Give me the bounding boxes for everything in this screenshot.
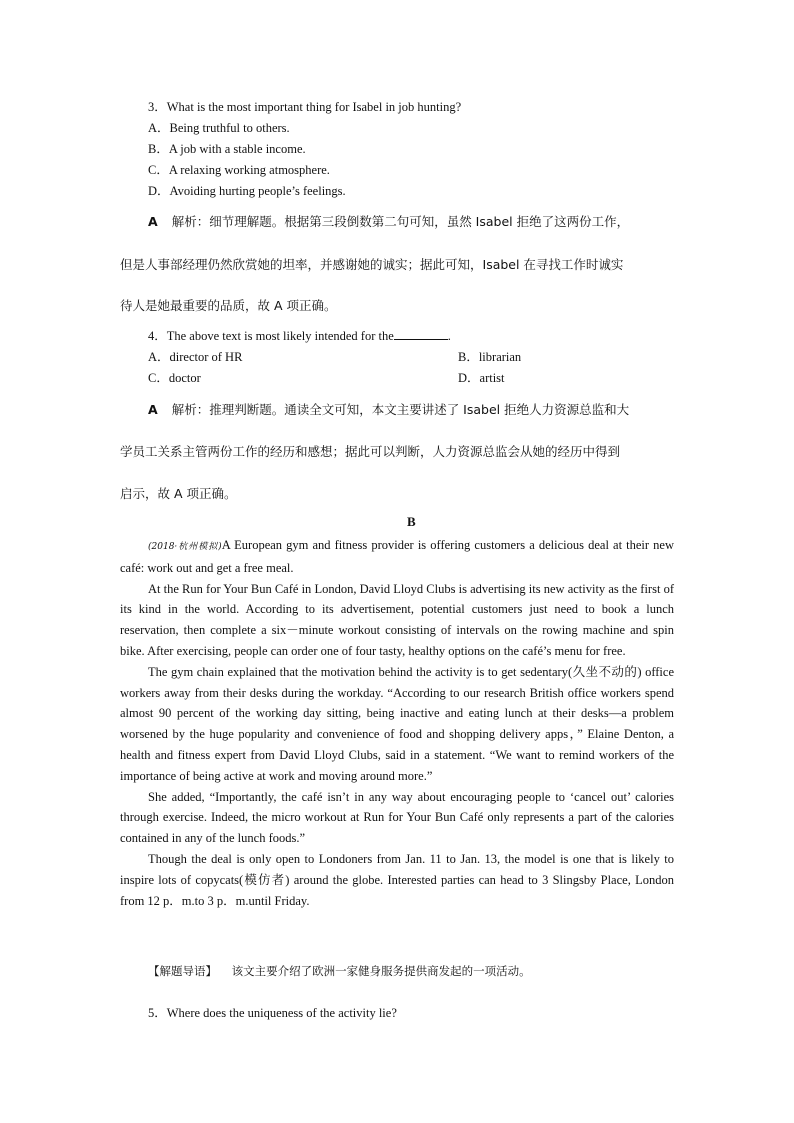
- q3-answer: A: [148, 214, 158, 229]
- q3-analysis-line-1: A 解析：细节理解题。根据第三段倒数第二句可知，虽然 Isabel 拒绝了这两份工作，: [148, 214, 630, 229]
- section-b-heading: B: [407, 514, 416, 529]
- passage-para-4: She added, “Importantly, the café isn’t in any way about encouraging people to ‘cancel out’ calories through exercise. Indeed, the micro workout at Run for Your Bun Café only represents a part of the calories contained in any of the lunch foods.”: [120, 789, 674, 846]
- passage-source: (2018·杭州模拟): [148, 542, 222, 552]
- q3-option-a: A．Being truthful to others.: [148, 121, 290, 135]
- passage-b: [120, 535, 674, 911]
- q4-blank: [394, 328, 448, 340]
- q4-analysis-line-3: 启示，故 A 项正确。: [120, 486, 237, 501]
- q3-option-d: D．Avoiding hurting people’s feelings.: [148, 184, 346, 198]
- passage-para-1: (2018·杭州模拟)A European gym and fitness provider is offering customers a delicious deal at their new café: work out and get a free meal.: [120, 538, 674, 575]
- q3-analysis-line-2: 但是人事部经理仍然欣赏她的坦率，并感谢她的诚实；据此可知，Isabel 在寻找工作时诚实: [120, 257, 624, 272]
- q4-analysis-line-2: 学员工关系主管两份工作的经历和感想；据此可以判断，人力资源总监会从她的经历中得到: [120, 444, 621, 459]
- reading-guide-text: 该文主要介绍了欧洲一家健身服务提供商发起的一项活动。: [231, 964, 531, 978]
- passage-para-5: Though the deal is only open to Londoners from Jan. 11 to Jan. 13, the model is one that is likely to inspire lots of copycats(模仿者) around the globe. Interested parties can head to 3 Slingsby Place, London from 12 p．m.to 3 p．m.until Friday.: [120, 851, 674, 908]
- reading-guide-label: 【解题导语】: [148, 964, 217, 978]
- q4-stem: 4．The above text is most likely intended for the .: [148, 329, 451, 343]
- q3-option-b: B．A job with a stable income.: [148, 142, 306, 156]
- q3-analysis-line-3: 待人是她最重要的品质，故 A 项正确。: [120, 298, 337, 313]
- q4-option-a: A．director of HR: [148, 350, 243, 364]
- q3-option-c: C．A relaxing working atmosphere.: [148, 163, 330, 177]
- reading-guide: [148, 962, 531, 980]
- q3-stem: 3．What is the most important thing for Isabel in job hunting?: [148, 100, 462, 114]
- q4-option-c: C．doctor: [148, 371, 201, 385]
- passage-para-3: The gym chain explained that the motivation behind the activity is to get sedentary(久坐不动的) office workers away from their desks during the workday. “According to our research British office workers spend almost 90 percent of the working day sitting, being inactive and eating lunch at their desks—a problem worsened by the huge popularity and convenience of food and shopping delivery apps，” Elaine Denton, a health and fitness expert from David Lloyd Clubs, said in a statement. “We want to remind workers of the importance of being active at work and moving around more.”: [120, 664, 674, 783]
- q4-option-b: B．librarian: [458, 350, 522, 364]
- q4-option-d: D．artist: [458, 371, 505, 385]
- passage-para-2: At the Run for Your Bun Café in London, David Lloyd Clubs is advertising its new activity as the first of its kind in the world. According to its advertisement, potential customers just need to book a lunch reservation, then complete a six－minute workout consisting of intervals on the rowing machine and spin bike. After exercising, people can order one of four tasty, healthy options on the café’s menu for free.: [120, 581, 674, 658]
- q4-answer: A: [148, 402, 158, 417]
- q5-stem: 5．Where does the uniqueness of the activity lie?: [148, 1006, 397, 1020]
- q4-analysis-line-1: A 解析：推理判断题。通读全文可知，本文主要讲述了 Isabel 拒绝人力资源总监和大: [148, 402, 630, 417]
